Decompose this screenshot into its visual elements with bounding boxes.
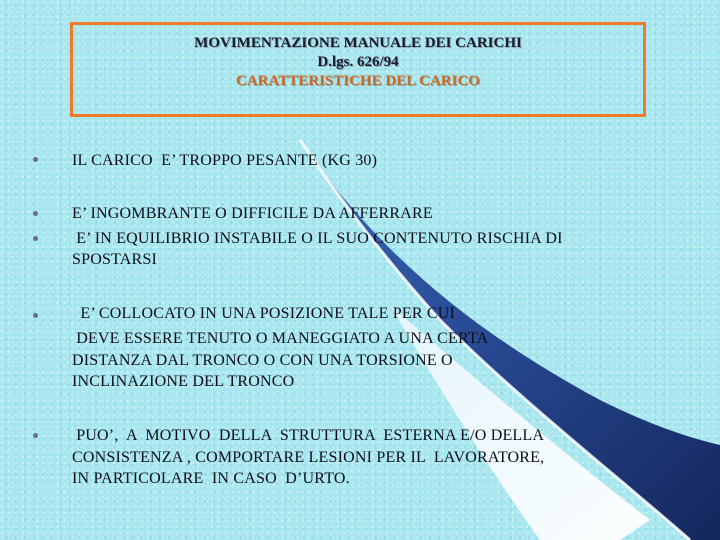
list-item-continuation: INCLINAZIONE DEL TRONCO: [72, 373, 295, 390]
bullet-dot-icon: [33, 313, 38, 318]
list-item-continuation: SPOSTARSI: [72, 251, 157, 268]
bullet-dot-icon: [33, 157, 38, 162]
page-title: MOVIMENTAZIONE MANUALE DEI CARICHI: [194, 35, 522, 51]
list-item-continuation: CONSISTENZA , COMPORTARE LESIONI PER IL LAVORATORE,: [72, 449, 545, 466]
section-subtitle: CARATTERISTICHE DEL CARICO: [236, 73, 480, 89]
list-item: IL CARICO E’ TROPPO PESANTE (KG 30): [72, 152, 378, 169]
list-item-continuation: DISTANZA DAL TRONCO O CON UNA TORSIONE O: [72, 352, 453, 369]
list-item: PUO’, A MOTIVO DELLA STRUTTURA ESTERNA E/O DELLA: [72, 427, 545, 444]
bullet-dot-icon: [33, 236, 38, 241]
list-item-continuation: DEVE ESSERE TENUTO O MANEGGIATO A UNA CERTA: [72, 330, 489, 347]
list-item: E’ IN EQUILIBRIO INSTABILE O IL SUO CONTENUTO RISCHIA DI: [72, 230, 563, 247]
law-reference: D.lgs. 626/94: [317, 54, 399, 70]
bullet-dot-icon: [33, 211, 38, 216]
bullet-dot-icon: [33, 433, 38, 438]
list-item-continuation: IN PARTICOLARE IN CASO D’URTO.: [72, 470, 350, 487]
list-item: E’ INGOMBRANTE O DIFFICILE DA AFFERRARE: [72, 205, 433, 222]
list-item: E’ COLLOCATO IN UNA POSIZIONE TALE PER CUI: [72, 305, 456, 322]
